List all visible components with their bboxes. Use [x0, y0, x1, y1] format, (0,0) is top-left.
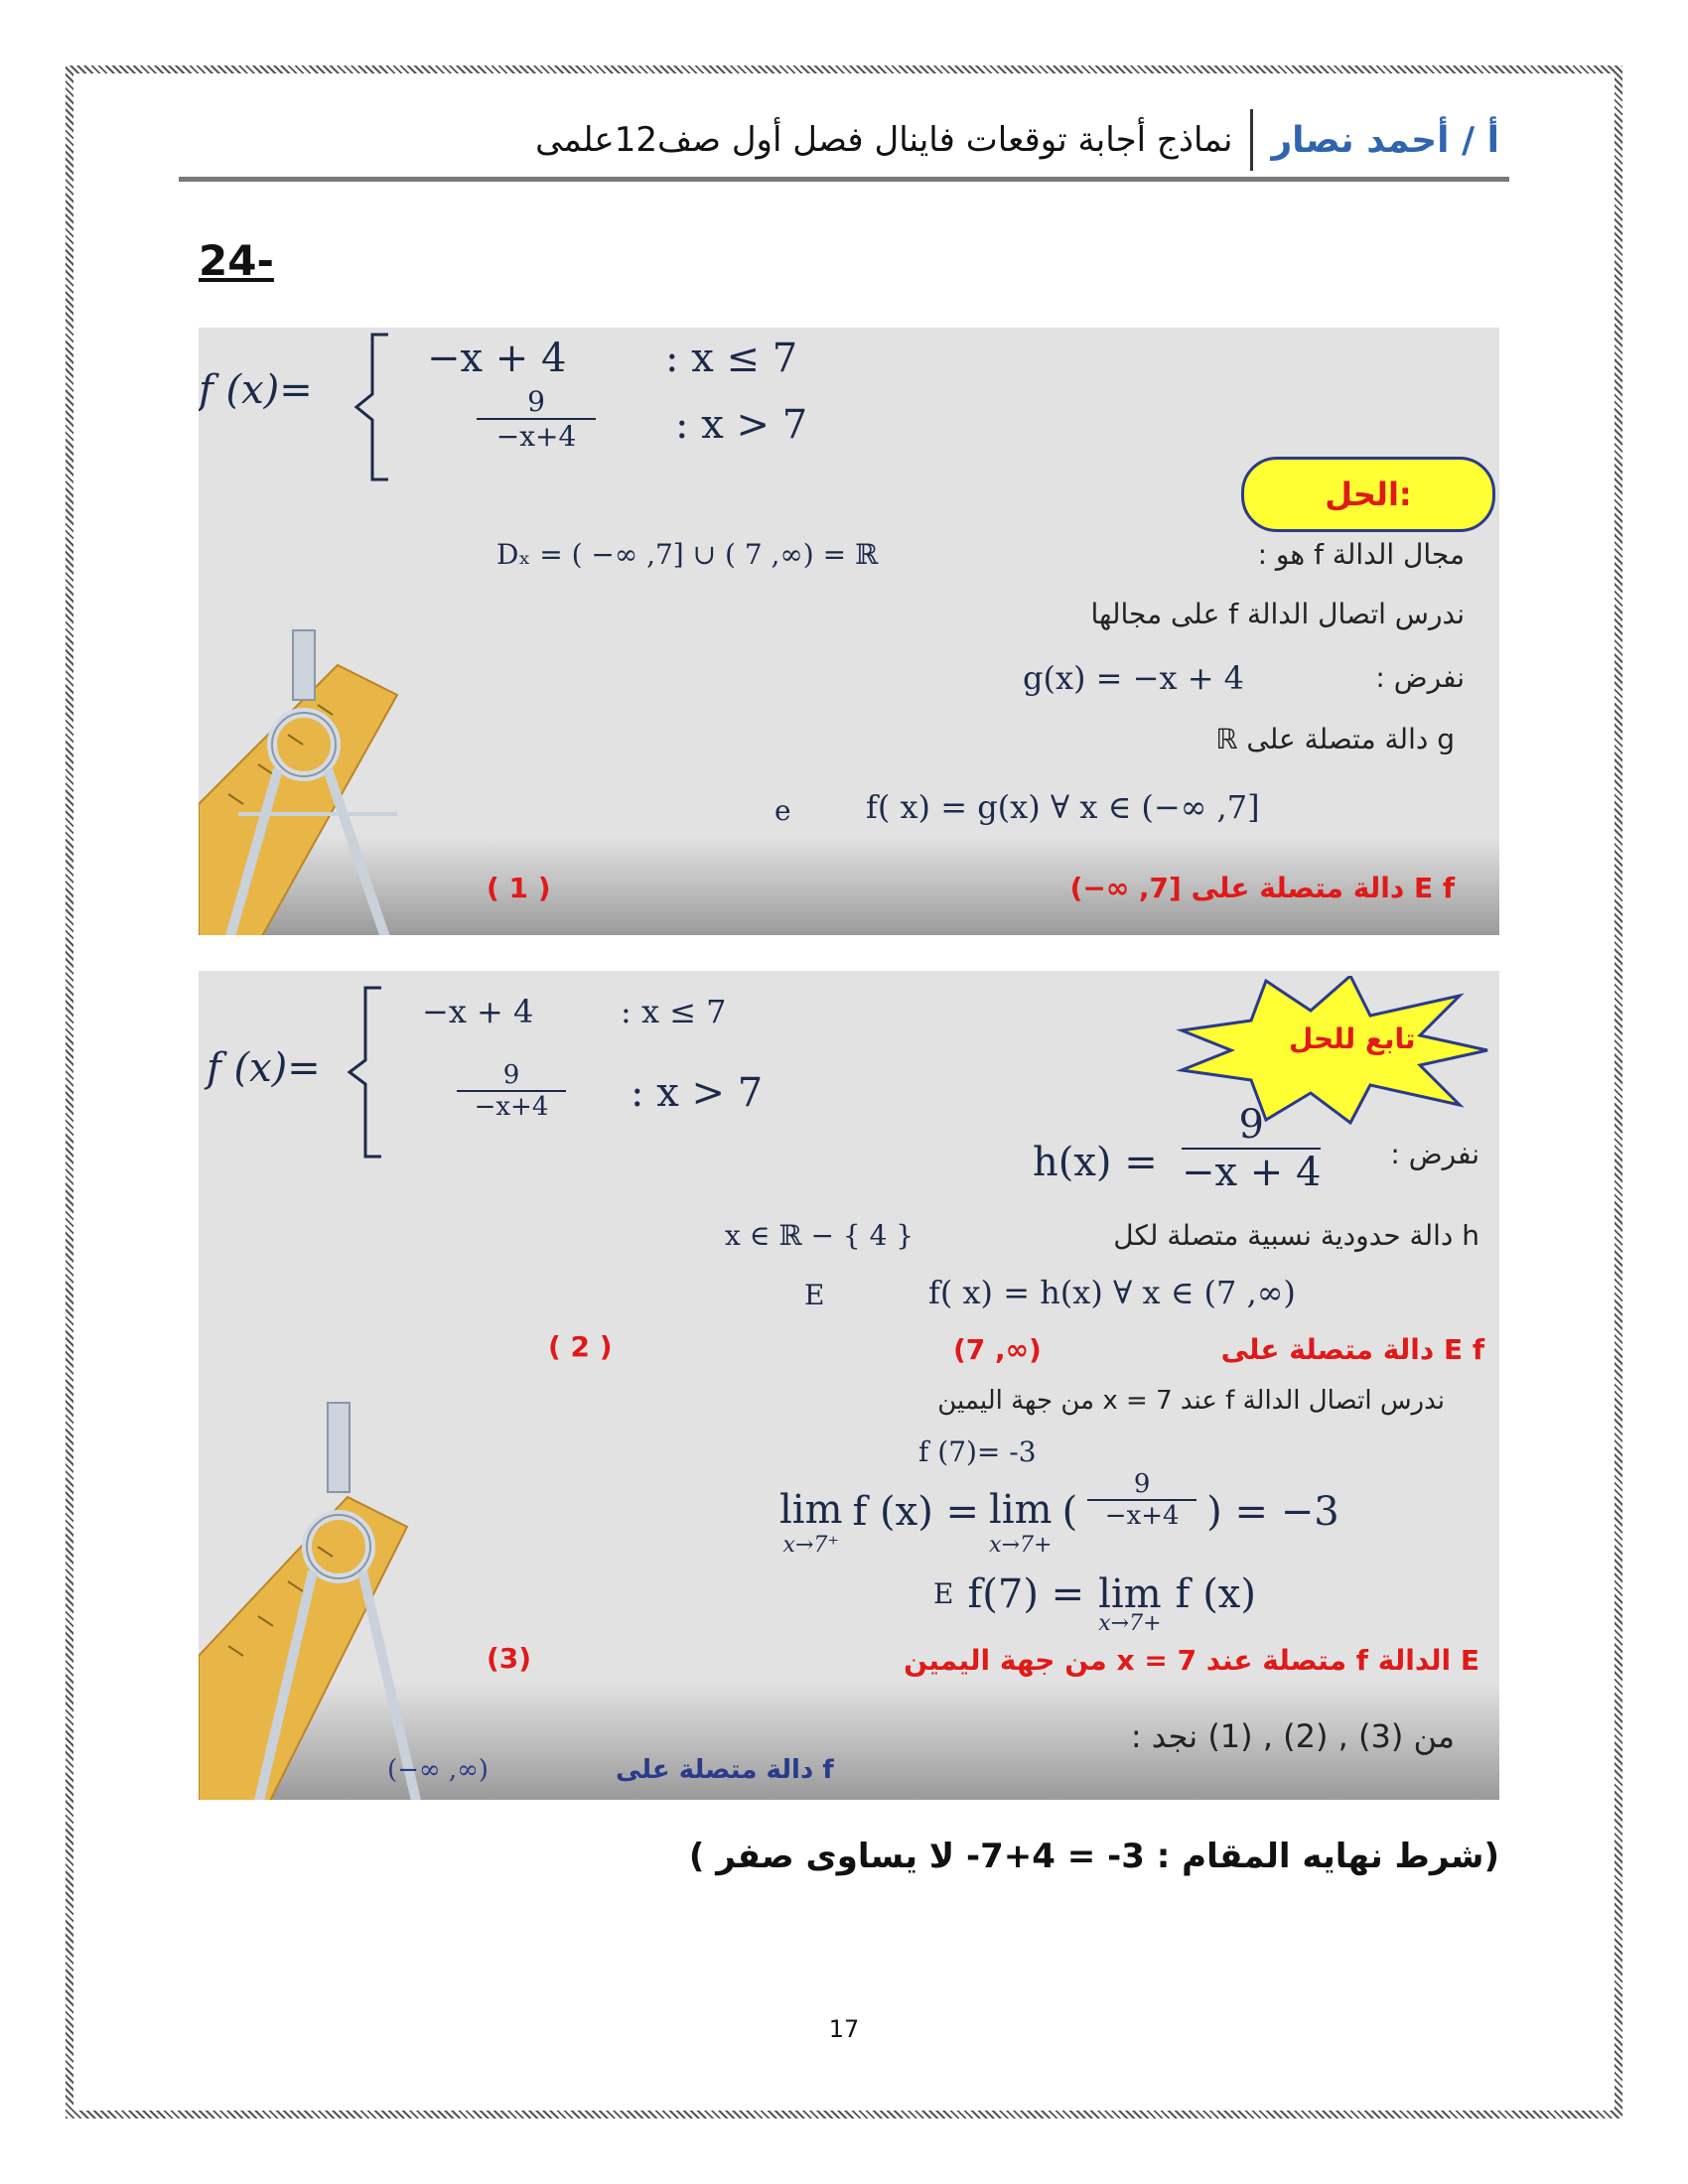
result-2-text: E f دالة متصلة على [1220, 1333, 1484, 1366]
domain-math: Dₓ = ( −∞ ,7] ∪ ( 7 ,∞) = ℝ [496, 538, 879, 571]
header-title: نماذج أجابة توقعات فاينال فصل أول صف12علمى [535, 120, 1233, 160]
h-rational-text: h دالة حدودية نسبية متصلة لكل [1113, 1219, 1479, 1252]
f-equals-h: f( x) = h(x) ∀ x ∈ (7 ,∞) [928, 1274, 1296, 1311]
assume-h-text: نفرض : [1390, 1138, 1479, 1170]
case2-numerator: 9 [477, 385, 596, 420]
lim-word-1: lim [779, 1487, 843, 1533]
case2-fraction [457, 1060, 566, 1122]
case2-numerator: 9 [457, 1060, 566, 1092]
h-denominator: −x + 4 [1182, 1150, 1322, 1195]
solution-slide-1 [199, 328, 1499, 935]
left-brace [346, 986, 385, 1160]
lim-numerator: 9 [1087, 1469, 1196, 1501]
study-right-continuity-text: ندرس اتصال الدالة f عند 7 = x من جهة اليمين [937, 1386, 1445, 1416]
solution-slide-2 [199, 971, 1499, 1800]
result-1-text: E f دالة متصلة على [7, ∞−) [1069, 872, 1455, 904]
case1-expression: −x + 4 [427, 336, 567, 381]
function-label: f (x)= [199, 367, 313, 413]
result-2-number: ( 2 ) [548, 1330, 613, 1363]
solution-badge [1241, 457, 1495, 532]
solution-badge-label: الحل: [1325, 476, 1412, 513]
study-continuity-text: ندرس اتصال الدالة f على مجالها [1090, 598, 1465, 630]
continuation-label: تابع للحل [1289, 1023, 1416, 1055]
lim-subscript-2: x→7+ [989, 1533, 1053, 1558]
left-brace [352, 333, 392, 481]
domain-text: مجال الدالة f هو : [1257, 538, 1465, 571]
lim-result: ) = −3 [1206, 1489, 1339, 1535]
denominator-condition-note: (شرط نهايه المقام : 3- = 4+7- لا يساوى صفر ) [688, 1837, 1499, 1876]
g-definition: g(x) = −x + 4 [1023, 659, 1245, 697]
g-continuous-text: g دالة متصلة على ℝ [1215, 723, 1455, 755]
case1-condition: : x ≤ 7 [665, 336, 798, 381]
compass-ruler-illustration [199, 625, 437, 935]
lim-subscript-1: x→7⁺ [782, 1533, 839, 1558]
lim-denominator: −x+4 [1104, 1501, 1180, 1531]
page-header [179, 104, 1499, 176]
f7-lhs: f(7) = [967, 1571, 1085, 1617]
lim-function-3: f (x) [1175, 1571, 1256, 1617]
final-interval: (−∞ ,∞) [387, 1755, 489, 1785]
h-numerator: 9 [1182, 1102, 1321, 1150]
therefore-symbol-1: e [774, 794, 791, 827]
question-number: 24- [199, 236, 274, 285]
final-conclusion-text: f دالة متصلة على [616, 1755, 834, 1785]
h-lhs: h(x) = [1033, 1140, 1158, 1185]
author-name: أ / أحمد نصار [1271, 119, 1499, 161]
f-equals-g: f( x) = g(x) ∀ x ∈ (−∞ ,7] [866, 788, 1260, 826]
case2-condition: : x > 7 [631, 1070, 764, 1116]
f-of-7-value: f (7)= -3 [918, 1435, 1037, 1468]
result-1-number: ( 1 ) [487, 872, 551, 904]
case2-condition: : x > 7 [675, 402, 808, 448]
header-rule [179, 177, 1509, 182]
result-3-number: (3) [487, 1642, 532, 1675]
case1-condition: : x ≤ 7 [621, 993, 727, 1030]
h-domain-math: x ∈ ℝ − { 4 } [725, 1219, 914, 1252]
therefore-symbol-3: E [933, 1577, 954, 1610]
case2-denominator: −x+4 [495, 420, 577, 453]
combine-results-text: من (3) , (2) , (1) نجد : [1130, 1717, 1455, 1755]
result-2-interval: (7 ,∞) [953, 1333, 1042, 1366]
case2-denominator: −x+4 [474, 1092, 549, 1122]
continuity-check-equation [933, 1571, 1256, 1636]
h-fraction [1182, 1102, 1321, 1195]
lim-subscript-3: x→7+ [1098, 1611, 1162, 1636]
case1-expression: −x + 4 [422, 993, 534, 1030]
right-limit-equation: lim x→7⁺ f (x) = lim x→7+ ( $\frac{9}{-x+4}$ ) = −3 [779, 1469, 1339, 1558]
therefore-symbol-2: E [804, 1279, 825, 1311]
assume-text: نفرض : [1375, 661, 1465, 694]
lim-word-3: lim [1098, 1571, 1162, 1617]
page-number: 17 [828, 2015, 860, 2043]
result-3-text: E الدالة f متصلة عند 7 = x من جهة اليمين [904, 1644, 1479, 1677]
header-separator [1250, 109, 1253, 171]
function-label: f (x)= [207, 1045, 321, 1091]
compass-ruler-illustration [199, 1398, 437, 1800]
lim-word-2: lim [989, 1487, 1053, 1533]
case2-fraction [477, 385, 586, 453]
lim-function-1: f (x) = [852, 1489, 980, 1535]
